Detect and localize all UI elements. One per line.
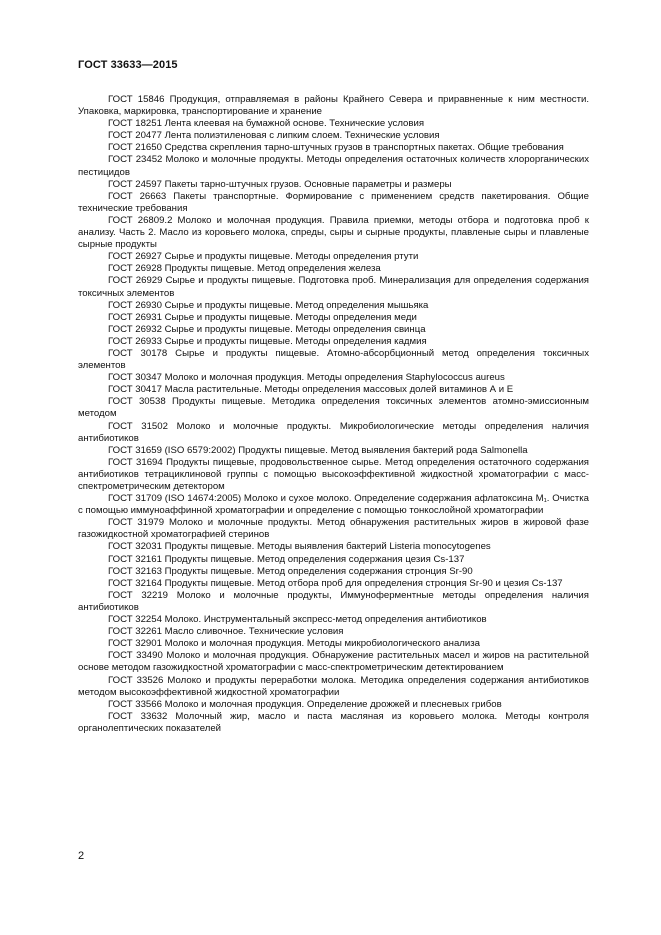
reference-item: ГОСТ 30538 Продукты пищевые. Методика определения токсичных элементов атомно-эмиссионным методом <box>78 396 589 420</box>
reference-item: ГОСТ 30347 Молоко и молочная продукция. Методы определения Staphylococcus aureus <box>108 372 505 384</box>
reference-item: ГОСТ 18251 Лента клеевая на бумажной основе. Технические условия <box>108 118 425 130</box>
reference-item: ГОСТ 21650 Средства скрепления тарно-штучных грузов в транспортных пакетах. Общие требования <box>108 142 564 154</box>
reference-item: ГОСТ 33490 Молоко и молочная продукция. Обнаружение растительных масел и жиров на растительной основе методом газожидкостной хроматографии с масс-спектрометрическим детектированием <box>78 650 589 674</box>
reference-item: ГОСТ 33526 Молоко и продукты переработки молока. Методика определения содержания антибиотиков методом высокоэффективной жидкостной хроматографии <box>78 674 589 698</box>
reference-item: ГОСТ 32901 Молоко и молочная продукция. Методы микробиологического анализа <box>108 638 480 650</box>
reference-item: ГОСТ 20477 Лента полиэтиленовая с липким слоем. Технические условия <box>108 130 440 142</box>
reference-item: ГОСТ 26929 Сырье и продукты пищевые. Подготовка проб. Минерализация для определения содержания токсичных элементов <box>78 275 589 299</box>
reference-item: ГОСТ 23452 Молоко и молочные продукты. Методы определения остаточных количеств хлорорганических пестицидов <box>78 154 589 178</box>
reference-item: ГОСТ 26932 Сырье и продукты пищевые. Методы определения свинца <box>108 323 426 335</box>
reference-item: ГОСТ 32164 Продукты пищевые. Метод отбора проб для определения стронция Sr-90 и цезия Cs-137 <box>108 577 563 589</box>
reference-item: ГОСТ 26931 Сырье и продукты пищевые. Методы определения меди <box>108 311 417 323</box>
reference-item: ГОСТ 32261 Масло сливочное. Технические условия <box>108 626 344 638</box>
reference-item: ГОСТ 31979 Молоко и молочные продукты. Метод обнаружения растительных жиров в жировой фазе газожидкостной хроматографией стеринов <box>78 517 589 541</box>
reference-item: ГОСТ 24597 Пакеты тарно-штучных грузов. Основные параметры и размеры <box>108 178 452 190</box>
reference-item: ГОСТ 26928 Продукты пищевые. Метод определения железа <box>108 263 381 275</box>
reference-item: ГОСТ 33566 Молоко и молочная продукция. Определение дрожжей и плесневых грибов <box>108 698 502 710</box>
reference-item: ГОСТ 31659 (ISO 6579:2002) Продукты пищевые. Метод выявления бактерий рода Salmonella <box>108 444 528 456</box>
reference-item: ГОСТ 30178 Сырье и продукты пищевые. Атомно-абсорбционный метод определения токсичных элементов <box>78 347 589 372</box>
normative-references-list <box>78 94 589 735</box>
reference-item: ГОСТ 32161 Продукты пищевые. Метод определения содержания цезия Cs-137 <box>108 553 465 565</box>
reference-item: ГОСТ 32163 Продукты пищевые. Метод определения содержания стронция Sr-90 <box>108 565 473 577</box>
reference-item: ГОСТ 15846 Продукция, отправляемая в районы Крайнего Севера и приравненные к ним местности. Упаковка, маркировка, транспортирование и хранение <box>78 94 589 118</box>
reference-item: ГОСТ 30417 Масла растительные. Методы определения массовых долей витаминов А и Е <box>108 384 514 396</box>
reference-item: ГОСТ 31502 Молоко и молочные продукты. Микробиологические методы определения наличия антибиотиков <box>78 420 589 444</box>
reference-item: ГОСТ 26927 Сырье и продукты пищевые. Методы определения ртути <box>108 251 419 263</box>
reference-item: ГОСТ 26663 Пакеты транспортные. Формирование с применением средств пакетирования. Общие технические требования <box>78 190 589 214</box>
reference-item: ГОСТ 26930 Сырье и продукты пищевые. Метод определения мышьяка <box>108 299 429 311</box>
document-header: ГОСТ 33633—2015 <box>78 59 178 71</box>
reference-item: ГОСТ 33632 Молочный жир, масло и паста масляная из коровьего молока. Методы контроля органолептических показателей <box>78 710 589 734</box>
reference-item: ГОСТ 26933 Сырье и продукты пищевые. Методы определения кадмия <box>108 335 427 347</box>
page-number: 2 <box>78 850 85 862</box>
reference-item: ГОСТ 32254 Молоко. Инструментальный экспресс-метод определения антибиотиков <box>108 614 487 626</box>
reference-item: ГОСТ 26809.2 Молоко и молочная продукция. Правила приемки, методы отбора и подготовка проб к анализу. Часть 2. Масло из коровьего молока, спреды, сыры и сырные продукты, плавленые сыры и плавленые сырные продукты <box>78 214 589 251</box>
reference-item: ГОСТ 31694 Продукты пищевые, продовольственное сырье. Метод определения остаточного содержания антибиотиков тетрациклиновой группы с помощью высокоэффективной жидкостной хроматографии с масс-спектрометрическим детектором <box>78 456 589 492</box>
reference-item: ГОСТ 31709 (ISO 14674:2005) Молоко и сухое молоко. Определение содержания афлатоксина M₁. Очистка с помощью иммуноаффинной хроматографии и определение с помощью тонкослойной хроматографии <box>78 493 589 517</box>
reference-item: ГОСТ 32219 Молоко и молочные продукты, Иммуноферментные методы определения наличия антибиотиков <box>78 589 589 613</box>
reference-item: ГОСТ 32031 Продукты пищевые. Методы выявления бактерий Listeria monocytogenes <box>108 541 491 553</box>
